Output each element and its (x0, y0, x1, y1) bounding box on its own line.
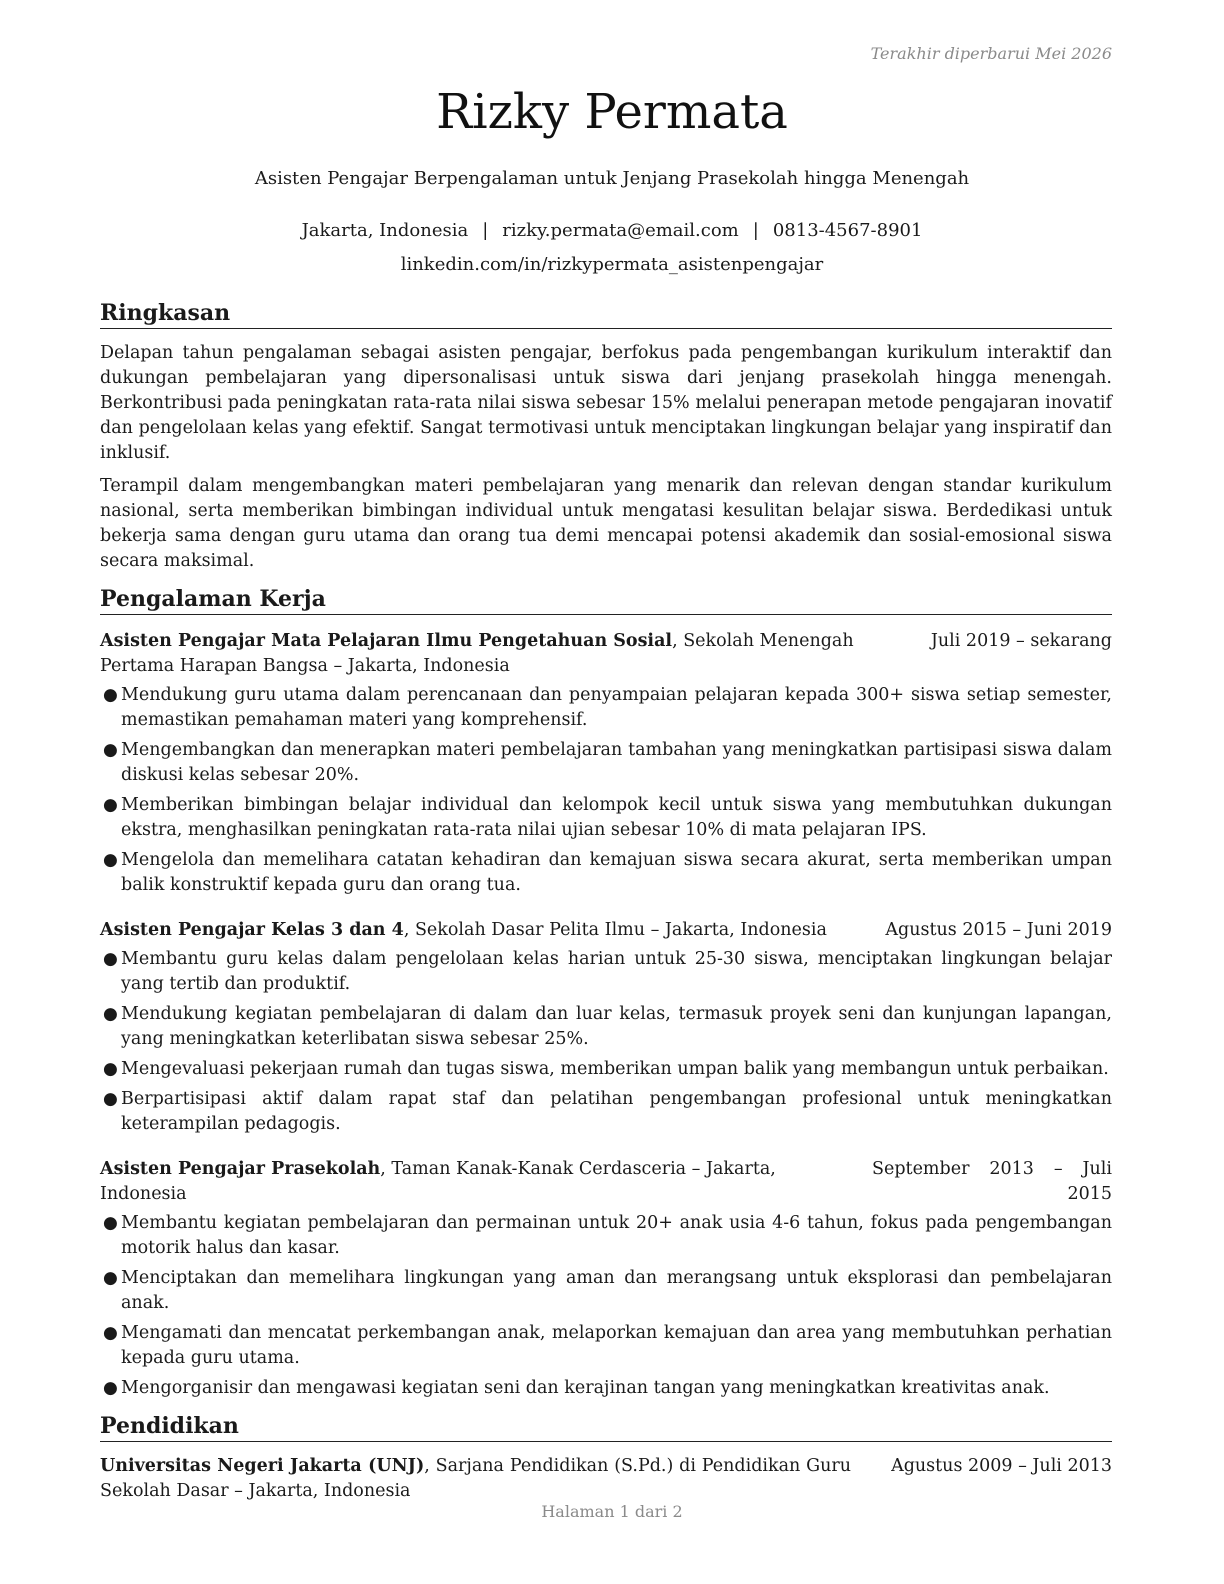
list-item (100, 1087, 1112, 1137)
bullet-text: Mendukung kegiatan pembelajaran di dalam dan luar kelas, termasuk proyek seni dan kunjungan lapangan, yang meningkatkan keterlibatan siswa sebesar 25%. (121, 1004, 1112, 1049)
bullet-icon: ● (103, 1323, 118, 1343)
last-updated-note: Terakhir diperbarui Mei 2026 (870, 44, 1112, 63)
contact-location: Jakarta, Indonesia (301, 220, 469, 241)
job-role: Asisten Pengajar Prasekolah (100, 1159, 381, 1179)
bullet-icon: ● (103, 740, 118, 760)
bullet-icon: ● (103, 1213, 118, 1233)
education-entry (100, 1454, 1112, 1504)
list-item (100, 1266, 1112, 1316)
experience-heading: Pengalaman Kerja (100, 586, 1112, 615)
bullet-icon: ● (103, 850, 118, 870)
bullet-text: Membantu kegiatan pembelajaran dan permainan untuk 20+ anak usia 4-6 tahun, fokus pada pengembangan motorik halus dan kasar. (121, 1213, 1112, 1258)
job-dates: Juli 2019 – sekarang (930, 631, 1112, 651)
candidate-tagline: Asisten Pengajar Berpengalaman untuk Jenjang Prasekolah hingga Menengah (254, 168, 970, 189)
bullet-text: Memberikan bimbingan belajar individual dan kelompok kecil untuk siswa yang membutuhkan dukungan ekstra, menghasilkan peningkatan rata-rata nilai ujian sebesar 10% di mata pelajaran IPS. (121, 795, 1112, 840)
list-item (100, 1002, 1112, 1052)
summary-heading: Ringkasan (100, 300, 1112, 329)
linkedin-link[interactable]: linkedin.com/in/rizkypermata_asistenpengajar (400, 254, 824, 275)
contact-separator: | (482, 220, 489, 241)
list-item (100, 1057, 1112, 1082)
page-number: Halaman 1 dari 2 (541, 1502, 683, 1521)
bullet-text: Mengorganisir dan mengawasi kegiatan seni dan kerajinan tangan yang meningkatkan kreativitas anak. (121, 1378, 1050, 1398)
summary-paragraph: Terampil dalam mengembangkan materi pembelajaran yang menarik dan relevan dengan standar kurikulum nasional, serta memberikan bimbingan individual untuk mengatasi kesulitan belajar siswa. Berdedikasi untuk bekerja sama dengan guru utama dan orang tua demi mencapai potensi akademik dan sosial-emosional siswa secara maksimal. (100, 476, 1112, 571)
job-bullet-list (100, 1211, 1112, 1401)
job-entry (100, 918, 1112, 1137)
experience-section (100, 586, 1112, 1401)
list-item (100, 793, 1112, 843)
job-organization: , Taman Kanak-Kanak Cerdasceria – Jakarta, Indonesia (100, 1159, 776, 1204)
education-school: Universitas Negeri Jakarta (UNJ) (100, 1456, 425, 1476)
contact-separator: | (752, 220, 759, 241)
job-bullet-list (100, 683, 1112, 898)
bullet-text: Mengelola dan memelihara catatan kehadiran dan kemajuan siswa secara akurat, serta memberikan umpan balik konstruktif kepada guru dan orang tua. (121, 850, 1112, 895)
list-item (100, 683, 1112, 733)
list-item (100, 1321, 1112, 1371)
list-item (100, 848, 1112, 898)
list-item (100, 1211, 1112, 1261)
job-dates: Agustus 2015 – Juni 2019 (885, 920, 1112, 940)
contact-email[interactable]: rizky.permata@email.com (502, 220, 739, 241)
job-header (100, 1157, 1112, 1207)
bullet-icon: ● (103, 795, 118, 815)
education-title-line (100, 1454, 891, 1504)
bullet-text: Membantu guru kelas dalam pengelolaan kelas harian untuk 25-30 siswa, menciptakan lingkungan belajar yang tertib dan produktif. (121, 949, 1112, 994)
education-dates: Agustus 2009 – Juli 2013 (891, 1456, 1112, 1476)
bullet-text: Berpartisipasi aktif dalam rapat staf dan pelatihan pengembangan profesional untuk meningkatkan keterampilan pedagogis. (121, 1089, 1112, 1134)
bullet-text: Menciptakan dan memelihara lingkungan yang aman dan merangsang untuk eksplorasi dan pembelajaran anak. (121, 1268, 1112, 1313)
bullet-text: Mengevaluasi pekerjaan rumah dan tugas siswa, memberikan umpan balik yang membangun untuk perbaikan. (121, 1059, 1109, 1079)
job-header (100, 629, 1112, 679)
education-header (100, 1454, 1112, 1504)
list-item (100, 947, 1112, 997)
list-item (100, 1376, 1112, 1401)
candidate-name: Rizky Permata (436, 84, 788, 140)
job-header (100, 918, 1112, 943)
bullet-icon: ● (103, 1268, 118, 1288)
bullet-icon: ● (103, 1059, 118, 1079)
summary-paragraph: Delapan tahun pengalaman sebagai asisten pengajar, berfokus pada pengembangan kurikulum interaktif dan dukungan pembelajaran yang dipersonalisasi untuk siswa dari jenjang prasekolah hingga menengah. Berkontribusi pada peningkatan rata-rata nilai siswa sebesar 15% melalui penerapan metode pengajaran inovatif dan pengelolaan kelas yang efektif. Sangat termotivasi untuk menciptakan lingkungan belajar yang inspiratif dan inklusif. (100, 343, 1112, 463)
list-item (100, 738, 1112, 788)
job-role: Asisten Pengajar Mata Pelajaran Ilmu Pengetahuan Sosial (100, 631, 673, 651)
bullet-icon: ● (103, 1089, 118, 1109)
bullet-icon: ● (103, 1004, 118, 1024)
job-bullet-list (100, 947, 1112, 1137)
job-entry (100, 629, 1112, 898)
job-title-line (100, 1157, 872, 1207)
bullet-text: Mengembangkan dan menerapkan materi pembelajaran tambahan yang meningkatkan partisipasi siswa dalam diskusi kelas sebesar 20%. (121, 740, 1112, 785)
job-title-line (100, 629, 931, 679)
contact-phone: 0813-4567-8901 (772, 220, 923, 241)
job-role: Asisten Pengajar Kelas 3 dan 4 (100, 920, 404, 940)
bullet-icon: ● (103, 1378, 118, 1398)
job-entry (100, 1157, 1112, 1401)
job-organization: , Sekolah Menengah Pertama Harapan Bangsa – Jakarta, Indonesia (100, 631, 854, 676)
job-dates: September 2013 – Juli 2015 (872, 1159, 1112, 1204)
job-title-line (100, 918, 885, 943)
summary-section (100, 300, 1112, 574)
education-heading: Pendidikan (100, 1413, 1112, 1442)
resume-body (100, 300, 1112, 1504)
bullet-icon: ● (103, 685, 118, 705)
education-section (100, 1413, 1112, 1504)
job-organization: , Sekolah Dasar Pelita Ilmu – Jakarta, Indonesia (403, 920, 827, 940)
education-degree: , Sarjana Pendidikan (S.Pd.) di Pendidikan Guru Sekolah Dasar – Jakarta, Indonesia (100, 1456, 852, 1501)
bullet-text: Mendukung guru utama dalam perencanaan dan penyampaian pelajaran kepada 300+ siswa setiap semester, memastikan pemahaman materi yang komprehensif. (121, 685, 1112, 730)
bullet-icon: ● (103, 949, 118, 969)
bullet-text: Mengamati dan mencatat perkembangan anak, melaporkan kemajuan dan area yang membutuhkan perhatian kepada guru utama. (121, 1323, 1112, 1368)
contact-line (0, 220, 1224, 241)
